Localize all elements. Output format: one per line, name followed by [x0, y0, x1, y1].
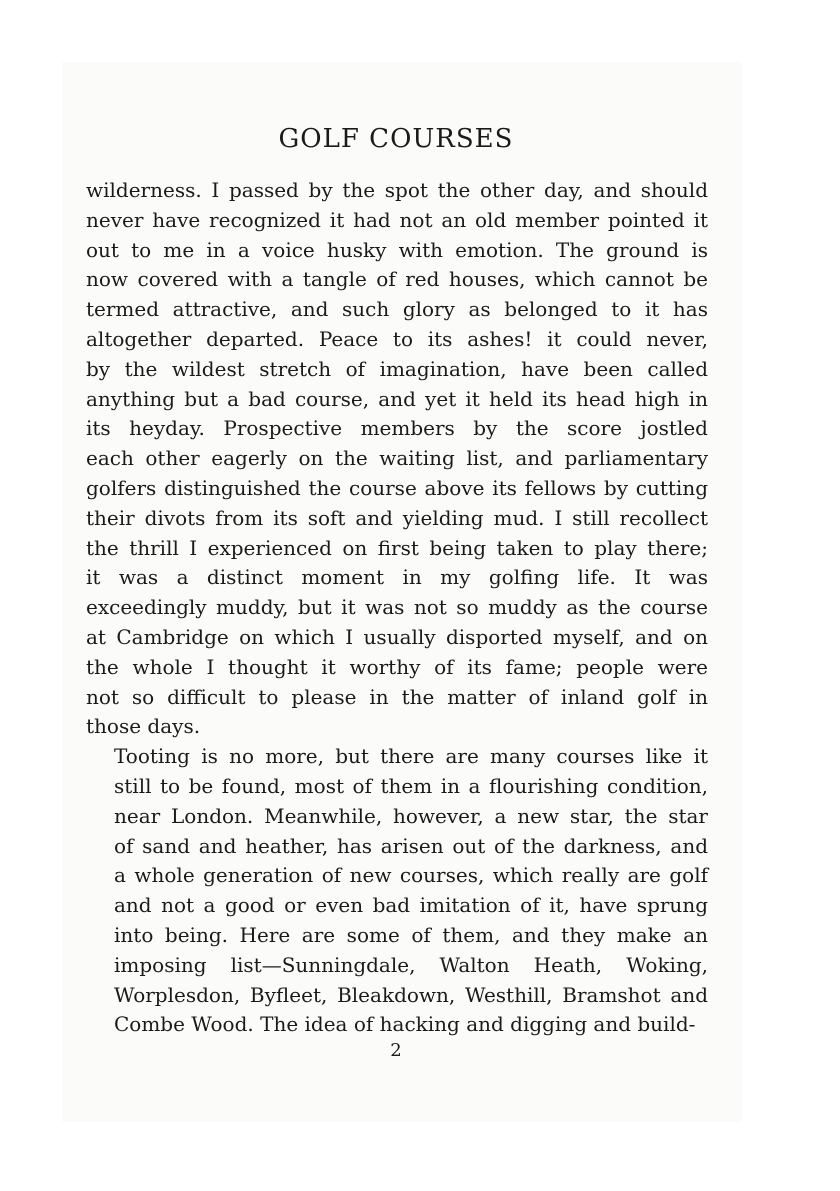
text-line: Tooting is no more, but there are many courses like it: [114, 744, 708, 769]
text-line: now covered with a tangle of red houses, which cannot be: [86, 267, 708, 292]
text-line: never have recognized it had not an old member pointed it: [86, 207, 708, 232]
text-line: altogether departed. Peace to its ashes! it could never,: [86, 326, 708, 351]
text-line: still to be found, most of them in a flourishing condition,: [114, 773, 708, 798]
text-line: of sand and heather, has arisen out of the darkness, and: [114, 833, 708, 858]
text-line: the whole I thought it worthy of its fame; people were: [86, 654, 708, 679]
text-line: Combe Wood. The idea of hacking and digging and build-: [114, 1012, 696, 1037]
text-line: golfers distinguished the course above its fellows by cutting: [86, 475, 708, 500]
text-line: at Cambridge on which I usually disported myself, and on: [86, 624, 708, 649]
text-line: imposing list—Sunningdale, Walton Heath, Woking,: [114, 952, 708, 977]
text-line: its heyday. Prospective members by the score jostled: [86, 416, 708, 441]
text-line: anything but a bad course, and yet it held its head high in: [86, 386, 708, 411]
text-line: termed attractive, and such glory as belonged to it has: [86, 297, 708, 322]
text-line: out to me in a voice husky with emotion. The ground is: [86, 237, 708, 262]
text-line: exceedingly muddy, but it was not so muddy as the course: [86, 595, 708, 620]
text-line: wilderness. I passed by the spot the other day, and should: [86, 178, 708, 202]
body-text: [86, 176, 708, 1040]
text-line: by the wildest stretch of imagination, have been called: [86, 356, 708, 381]
text-line: each other eagerly on the waiting list, and parliamentary: [86, 446, 708, 471]
text-line: a whole generation of new courses, which really are golf: [114, 863, 708, 888]
page-number: 2: [390, 1040, 402, 1061]
text-line: not so difficult to please in the matter of inland golf in: [86, 684, 708, 709]
paragraph: [86, 176, 708, 742]
text-line: those days.: [86, 714, 201, 739]
text-line: into being. Here are some of them, and they make an: [114, 922, 708, 947]
text-line: it was a distinct moment in my golfing life. It was: [86, 565, 708, 590]
text-line: the thrill I experienced on first being taken to play there;: [86, 535, 708, 560]
paragraph: [86, 742, 708, 1040]
text-line: and not a good or even bad imitation of it, have sprung: [114, 893, 708, 918]
running-head: GOLF COURSES: [278, 124, 514, 154]
text-line: their divots from its soft and yielding mud. I still recollect: [86, 505, 708, 530]
text-line: near London. Meanwhile, however, a new star, the star: [114, 803, 708, 828]
text-line: Worplesdon, Byfleet, Bleakdown, Westhill, Bramshot and: [114, 982, 708, 1007]
